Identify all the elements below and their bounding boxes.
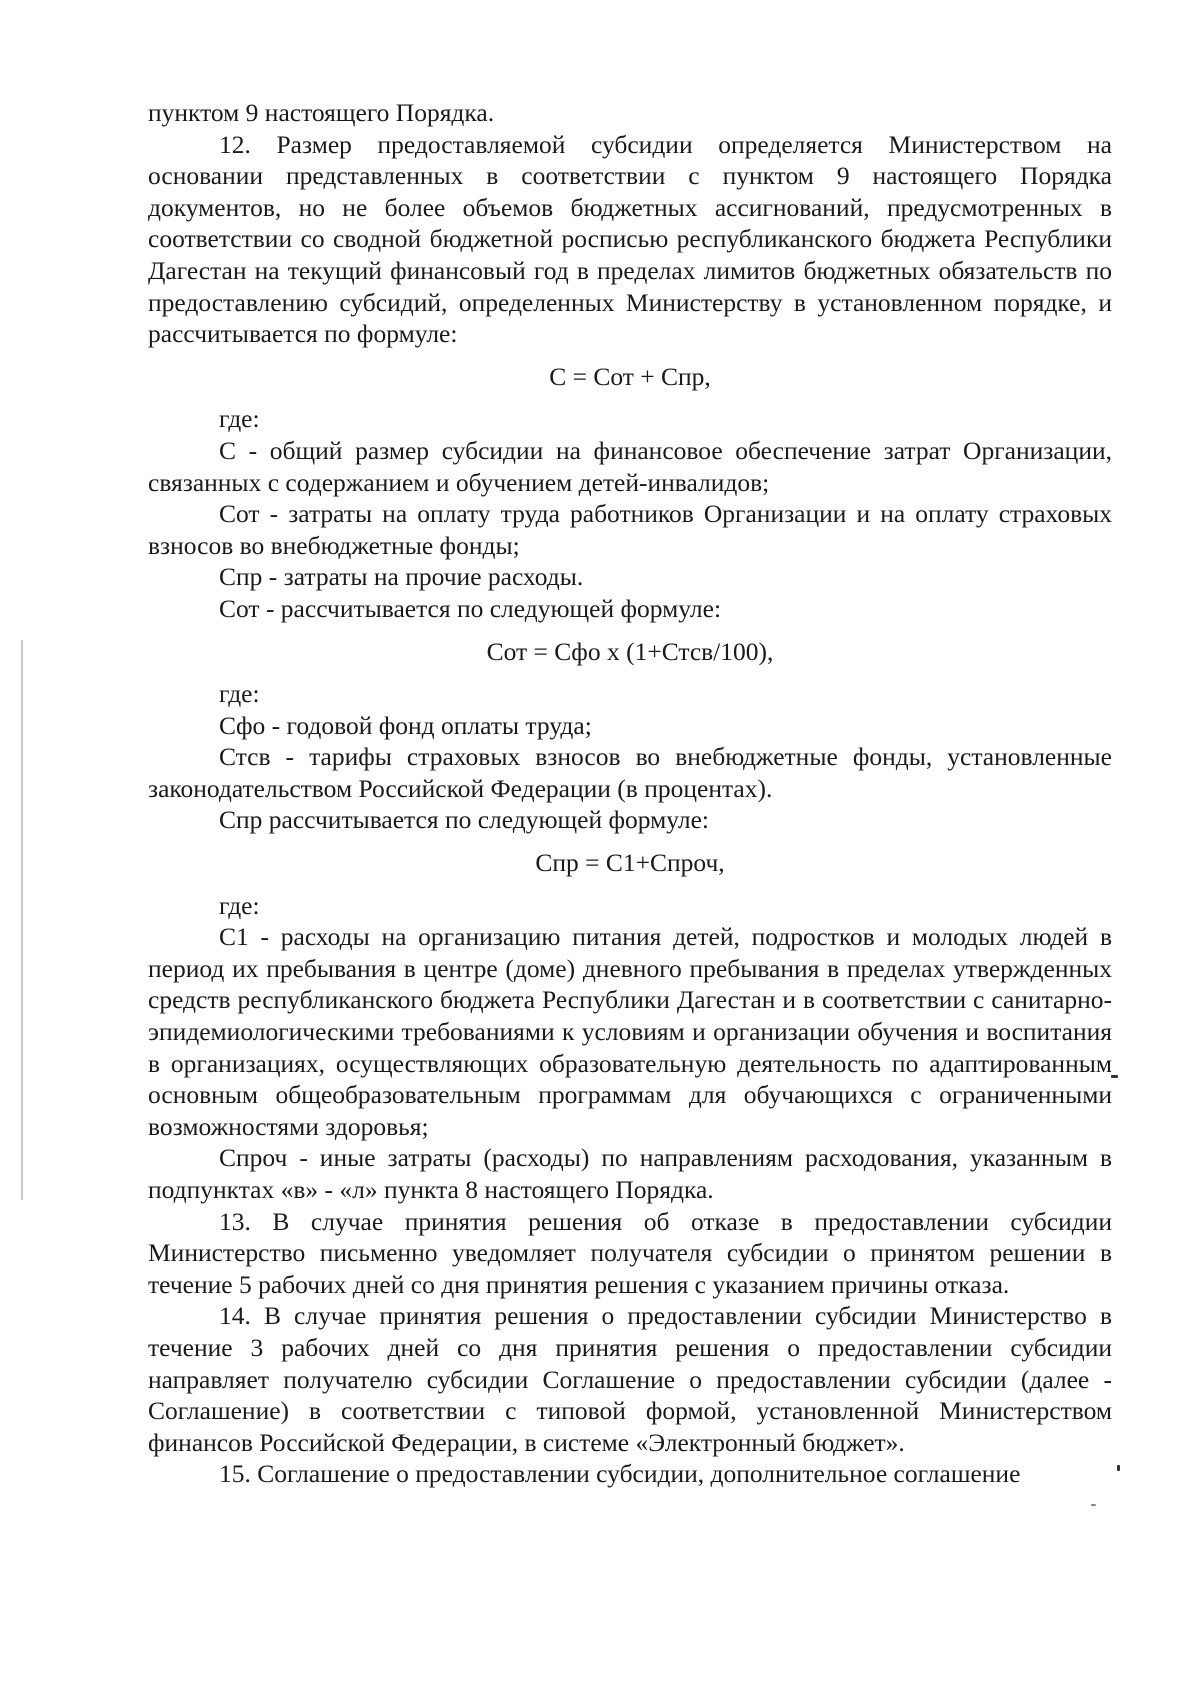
formula-subsidy: С = Сот + Спр, — [549, 361, 711, 391]
definition-cpr: Спр - затраты на прочие расходы. — [219, 562, 584, 592]
scan-speck — [1091, 1504, 1096, 1506]
where-label: где: — [219, 890, 260, 920]
where-label: где: — [219, 679, 260, 709]
definition-ctsv: Стсв - тарифы страховых взносов во внебюджетные фонды, установленные законодательством Российской Федерации (в процентах). — [148, 742, 1112, 803]
paragraph-12: 12. Размер предоставляемой субсидии определяется Министерством на основании представленных в соответствии с пунктом 9 настоящего Порядка документов, но не более объемов бюджетных ассигнований, предусмотренных в соответствии со сводной бюджетной росписью республиканского бюджета Республики Дагестан на текущий финансовый год в пределах лимитов бюджетных обязательств по предоставлению субсидий, определенных Министерству в установленном порядке, и рассчитывается по формуле: — [148, 129, 1112, 349]
definition-cproch: Спроч - иные затраты (расходы) по направлениям расходования, указанным в подпунктах «в» - «л» пункта 8 настоящего Порядка. — [148, 1143, 1112, 1204]
formula-cot: Сот = Сфо х (1+Стсв/100), — [486, 636, 774, 666]
cpr-calculation-intro: Спр рассчитывается по следующей формуле: — [219, 805, 710, 835]
definition-cfo: Сфо - годовой фонд оплаты труда; — [219, 710, 592, 740]
scan-speck — [1117, 1465, 1120, 1471]
formula-cpr: Спр = С1+Спроч, — [535, 848, 725, 878]
definition-c: С - общий размер субсидии на финансовое обеспечение затрат Организации, связанных с содержанием и обучением детей-инвалидов; — [148, 435, 1112, 497]
scan-speck — [1111, 1075, 1118, 1078]
where-label: где: — [219, 404, 260, 434]
scan-margin-line — [21, 640, 23, 1200]
definition-cot: Сот - затраты на оплату труда работников Организации и на оплату страховых взносов во внебюджетные фонды; — [148, 499, 1112, 560]
paragraph-15: 15. Соглашение о предоставлении субсидии, дополнительное соглашение — [219, 1459, 1021, 1489]
cot-calculation-intro: Сот - рассчитывается по следующей формуле: — [219, 593, 722, 623]
document-page — [148, 97, 1112, 1490]
paragraph-13: 13. В случае принятия решения об отказе в предоставлении субсидии Министерство письменно уведомляет получателя субсидии о принятом решении в течение 5 рабочих дней со дня принятия решения с указанием причины отказа. — [148, 1206, 1112, 1299]
paragraph-14: 14. В случае принятия решения о предоставлении субсидии Министерство в течение 3 рабочих дней со дня принятия решения о предоставлении субсидии направляет получателю субсидии Соглашение о предоставлении субсидии (далее - Соглашение) в соответствии с типовой формой, установленной Министерством финансов Российской Федерации, в системе «Электронный бюджет». — [148, 1301, 1112, 1457]
paragraph-intro: пунктом 9 настоящего Порядка. — [148, 98, 495, 127]
definition-c1: С1 - расходы на организацию питания детей, подростков и молодых людей в период их пребывания в центре (доме) дневного пребывания в пределах утвержденных средств республиканского бюджета Республики Дагестан и в соответствии с санитарно-эпидемиологическими требованиями к условиям и организации обучения и воспитания в организациях, осуществляющих образовательную деятельность по адаптированным основным общеобразовательным программам для обучающихся с ограниченными возможностями здоровья; — [148, 922, 1112, 1141]
